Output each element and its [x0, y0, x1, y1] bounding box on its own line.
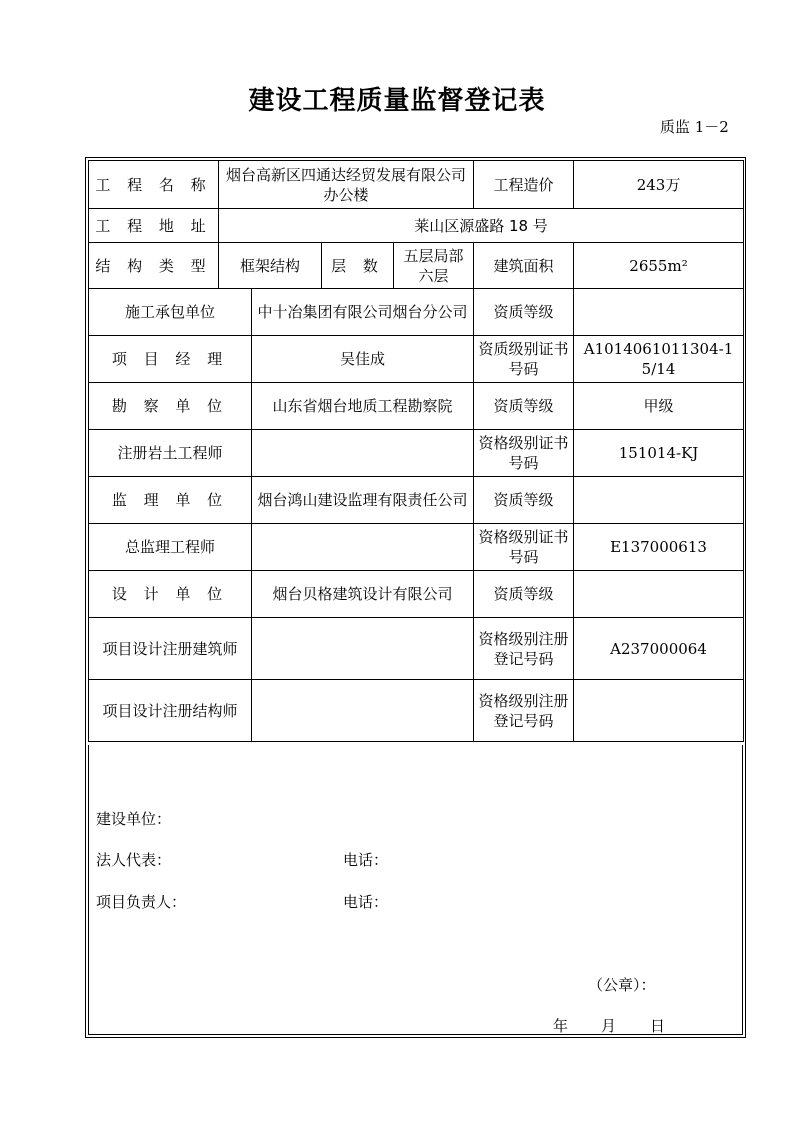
geo-cert-label: 资格级别证书号码 — [474, 430, 574, 477]
structure-value: 框架结构 — [219, 243, 322, 289]
table-row — [89, 571, 744, 618]
legal-rep-phone-label: 电话： — [343, 851, 389, 869]
table-row — [89, 336, 744, 383]
year-label: 年 — [553, 1017, 569, 1035]
project-name-label: 工 程 名 称 — [89, 161, 219, 209]
table-row — [89, 477, 744, 524]
cost-label: 工程造价 — [474, 161, 574, 209]
supervision-value: 烟台鸿山建设监理有限责任公司 — [252, 477, 474, 524]
table-row — [89, 209, 744, 243]
geo-engineer-value — [252, 430, 474, 477]
manager-cert-value: A1014061011304-15/14 — [574, 336, 744, 383]
architect-cert-value: A237000064 — [574, 618, 744, 680]
registration-table — [88, 160, 744, 742]
address-value: 莱山区源盛路 18 号 — [219, 209, 744, 243]
table-row — [89, 430, 744, 477]
architect-cert-label: 资格级别注册登记号码 — [474, 618, 574, 680]
legal-rep-label: 法人代表： — [96, 851, 172, 869]
geo-cert-value: 151014-KJ — [574, 430, 744, 477]
survey-grade-value: 甲级 — [574, 383, 744, 430]
table-row — [89, 383, 744, 430]
month-label: 月 — [601, 1017, 617, 1035]
survey-label: 勘 察 单 位 — [89, 383, 252, 430]
project-name-value: 烟台高新区四通达经贸发展有限公司办公楼 — [219, 161, 474, 209]
struct-engineer-label: 项目设计注册结构师 — [89, 680, 252, 742]
table-row — [89, 680, 744, 742]
table-row — [89, 289, 744, 336]
project-lead-label: 项目负责人： — [96, 893, 187, 911]
supervision-grade-value — [574, 477, 744, 524]
area-label: 建筑面积 — [474, 243, 574, 289]
contractor-label: 施工承包单位 — [89, 289, 252, 336]
architect-label: 项目设计注册建筑师 — [89, 618, 252, 680]
struct-cert-value — [574, 680, 744, 742]
project-lead-phone-label: 电话： — [343, 893, 389, 911]
manager-label: 项 目 经 理 — [89, 336, 252, 383]
address-label: 工 程 地 址 — [89, 209, 219, 243]
survey-grade-label: 资质等级 — [474, 383, 574, 430]
design-grade-label: 资质等级 — [474, 571, 574, 618]
seal-label: （公章）： — [588, 976, 656, 994]
contractor-value: 中十冶集团有限公司烟台分公司 — [252, 289, 474, 336]
struct-cert-label: 资格级别注册登记号码 — [474, 680, 574, 742]
design-label: 设 计 单 位 — [89, 571, 252, 618]
area-value: 2655m² — [574, 243, 744, 289]
chief-cert-value: E137000613 — [574, 524, 744, 571]
struct-engineer-value — [252, 680, 474, 742]
chief-supervisor-label: 总监理工程师 — [89, 524, 252, 571]
geo-engineer-label: 注册岩土工程师 — [89, 430, 252, 477]
floors-value: 五层局部六层 — [394, 243, 474, 289]
manager-value: 吴佳成 — [252, 336, 474, 383]
table-row — [89, 618, 744, 680]
table-row — [89, 161, 744, 209]
architect-value — [252, 618, 474, 680]
contractor-grade-label: 资质等级 — [474, 289, 574, 336]
structure-label: 结 构 类 型 — [89, 243, 219, 289]
survey-value: 山东省烟台地质工程勘察院 — [252, 383, 474, 430]
chief-cert-label: 资格级别证书号码 — [474, 524, 574, 571]
chief-supervisor-value — [252, 524, 474, 571]
form-code: 质监 1－2 — [660, 118, 729, 136]
design-grade-value — [574, 571, 744, 618]
supervision-grade-label: 资质等级 — [474, 477, 574, 524]
contractor-grade-value — [574, 289, 744, 336]
manager-cert-label: 资质级别证书号码 — [474, 336, 574, 383]
design-value: 烟台贝格建筑设计有限公司 — [252, 571, 474, 618]
page-title: 建设工程质量监督登记表 — [248, 86, 546, 116]
day-label: 日 — [650, 1017, 666, 1035]
table-row — [89, 524, 744, 571]
table-row — [89, 243, 744, 289]
supervision-label: 监 理 单 位 — [89, 477, 252, 524]
cost-value: 243万 — [574, 161, 744, 209]
builder-label: 建设单位： — [96, 810, 172, 828]
floors-label: 层 数 — [322, 243, 394, 289]
